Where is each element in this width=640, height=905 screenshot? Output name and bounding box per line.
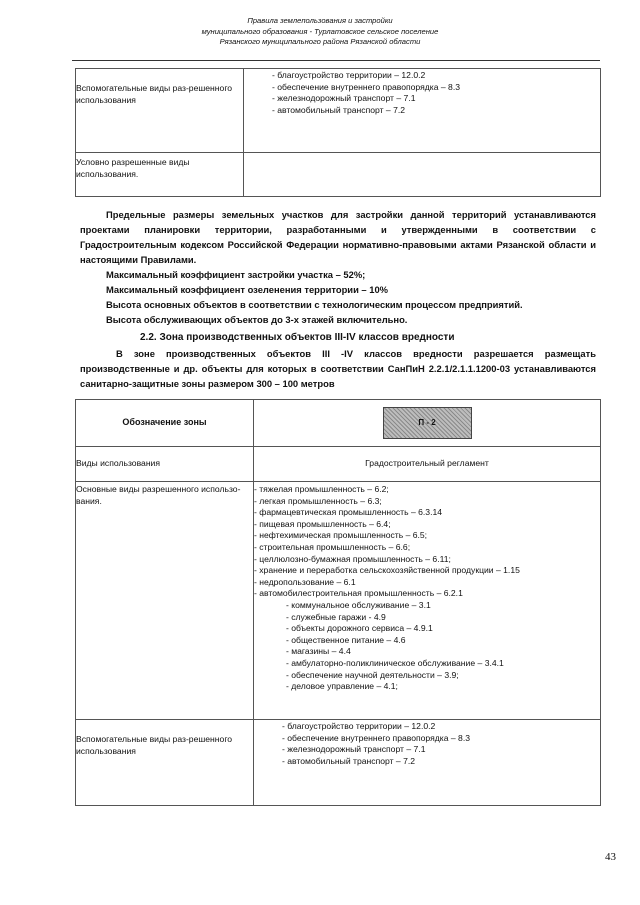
- coef-green: Максимальный коэффициент озеленения территории – 10%: [106, 284, 389, 295]
- table-row: [76, 400, 601, 447]
- section-heading: 2.2. Зона производственных объектов III-IV классов вредности: [140, 332, 455, 343]
- list-item: - благоустройство территории – 12.0.2: [272, 70, 426, 80]
- section-intro-block: [80, 346, 596, 391]
- list-item: - железнодорожный транспорт – 7.1: [272, 93, 416, 104]
- height-service: Высота обслуживающих объектов до 3-х этажей включительно.: [106, 314, 408, 325]
- conditional-label: Условно разрешенные виды использования.: [76, 157, 190, 179]
- column-header-uses: Виды использования: [76, 458, 161, 469]
- list-item: - пищевая промышленность – 6.4;: [254, 518, 391, 529]
- header-line-2: муниципального образования - Турлатовское сельское поселение: [201, 26, 439, 36]
- list-item: - целлюлозно-бумажная промышленность – 6.11;: [254, 553, 451, 564]
- main-uses-list: [254, 484, 600, 693]
- column-header-regulation: Градостроительный регламент: [365, 458, 489, 469]
- list-item: - тяжелая промышленность – 6.2;: [254, 484, 389, 494]
- list-item: - магазины – 4.4: [286, 646, 351, 657]
- table-row: [76, 153, 601, 197]
- list-item: - обеспечение внутреннего правопорядка – 8.3: [282, 732, 471, 743]
- zone-header: Обозначение зоны: [122, 417, 207, 428]
- list-item: - амбулаторно-поликлиническое обслуживание – 3.4.1: [286, 657, 504, 668]
- limits-text: Предельные размеры земельных участков для застройки данной территорий устанавливаются проектами планировки территории, разработанными и утвержденными в соответствии с Градостроительным кодексом Российской Федерации нормативно-правовыми актами Рязанской области и настоящими Правилами.: [80, 209, 596, 265]
- zone-table: [75, 399, 601, 806]
- list-item: - коммунальное обслуживание – 3.1: [286, 599, 431, 610]
- table-row: [76, 69, 601, 153]
- list-item: - автомобильный транспорт – 7.2: [282, 755, 416, 766]
- list-item: - нефтехимическая промышленность – 6.5;: [254, 530, 428, 541]
- list-item: - недропользование – 6.1: [254, 576, 356, 587]
- height-main: Высота основных объектов в соответствии с технологическим процессом предприятий.: [106, 299, 523, 310]
- table-row: [76, 447, 601, 482]
- header-line-1: Правила землепользования и застройки: [247, 16, 393, 25]
- page-number: 43: [605, 851, 616, 863]
- list-item: - служебные гаражи - 4.9: [286, 611, 386, 622]
- table-continuation: [75, 68, 601, 197]
- list-item: - благоустройство территории – 12.0.2: [282, 721, 436, 731]
- main-uses-label: Основные виды разрешенного использо-вания.: [76, 484, 241, 506]
- list-item: - строительная промышленность – 6.6;: [254, 541, 411, 552]
- aux-label-top: Вспомогательные виды раз-решенного использования: [76, 83, 233, 105]
- table-row: [76, 482, 601, 720]
- coef-build: Максимальный коэффициент застройки участка – 52%;: [106, 269, 366, 280]
- list-item: - объекты дорожного сервиса – 4.9.1: [286, 623, 433, 634]
- list-item: - обеспечение внутреннего правопорядка – 8.3: [272, 81, 461, 92]
- aux-list-top: [244, 70, 600, 116]
- limits-paragraph: [80, 207, 596, 327]
- list-item: - легкая промышленность – 6.3;: [254, 495, 382, 506]
- aux-uses-list: [254, 721, 600, 767]
- list-item: - фармацевтическая промышленность – 6.3.14: [254, 507, 443, 518]
- list-item: - автомобилестроительная промышленность – 6.2.1: [254, 588, 463, 599]
- table-row: [76, 720, 601, 806]
- list-item: - обеспечение научной деятельности – 3.9;: [286, 669, 459, 680]
- aux-uses-label: Вспомогательные виды раз-решенного использования: [76, 734, 233, 756]
- list-item: - общественное питание – 4.6: [286, 634, 406, 645]
- list-item: - железнодорожный транспорт – 7.1: [282, 744, 426, 755]
- section-intro: В зоне производственных объектов III -IV классов вредности разрешается размещать производственные и др. объекты для которых в соответствии СанПиН 2.2.1/2.1.1.1200-03 устанавливаются санитарно-защитные зоны размером 300 – 100 метров: [80, 348, 596, 389]
- list-item: - деловое управление – 4.1;: [286, 681, 398, 692]
- list-item: - хранение и переработка сельскохозяйственной продукции – 1.15: [254, 565, 520, 576]
- list-item: - автомобильный транспорт – 7.2: [272, 104, 406, 115]
- running-header: [0, 16, 640, 48]
- zone-code-badge: П - 2: [383, 407, 472, 439]
- header-rule: [72, 60, 600, 61]
- header-line-3: Рязанского муниципального района Рязанской области: [219, 37, 421, 46]
